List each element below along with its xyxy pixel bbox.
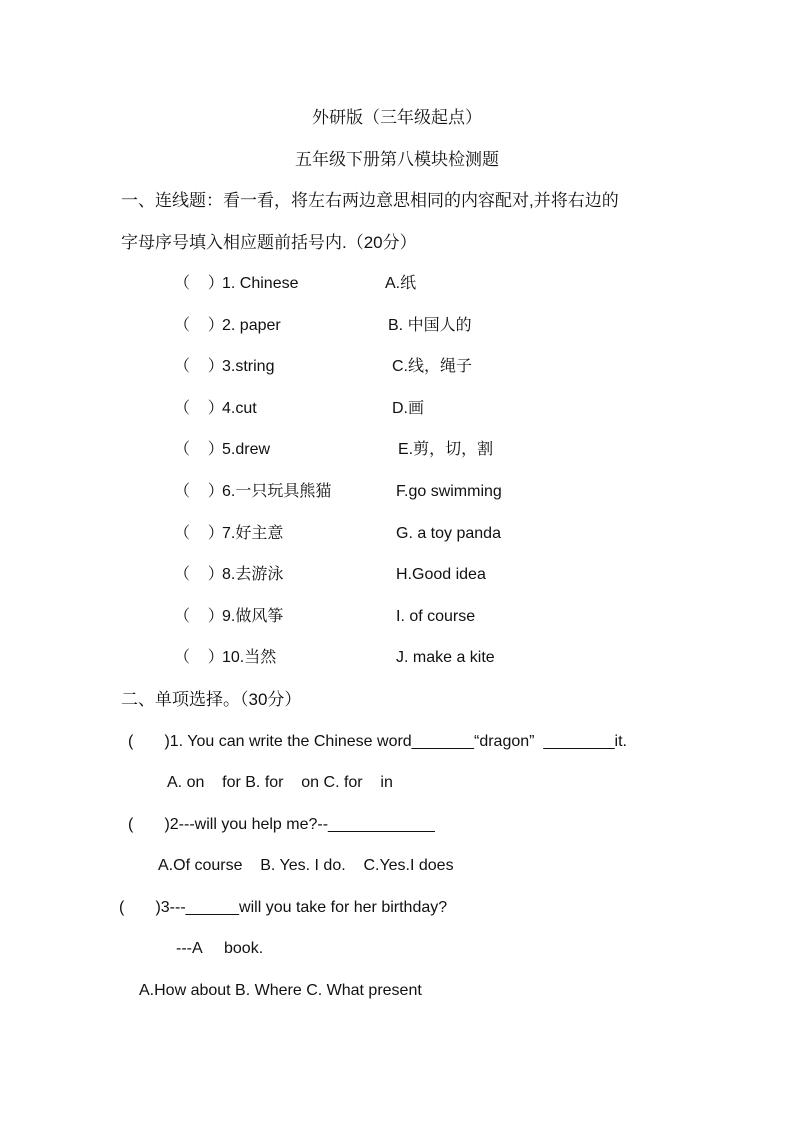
answer-paren: （ ） — [174, 400, 224, 417]
item-answer: J. make a kite — [396, 649, 495, 666]
question-1-options: A. on for B. for on C. for in — [167, 774, 393, 791]
item-word: 2. paper — [222, 317, 281, 334]
item-word: 9.做风筝 — [222, 608, 284, 625]
answer-paren: （ ） — [174, 483, 224, 500]
answer-paren: （ ） — [174, 275, 224, 292]
answer-paren: （ ） — [174, 358, 224, 375]
item-answer: D.画 — [392, 400, 425, 417]
item-answer: A.纸 — [385, 275, 417, 292]
question-1: ( )1. You can write the Chinese word_______“dragon” ________it. — [128, 733, 627, 750]
item-word: 6.一只玩具熊猫 — [222, 483, 332, 500]
item-word: 1. Chinese — [222, 275, 299, 292]
item-word: 8.去游泳 — [222, 566, 284, 583]
section2-heading: 二、单项选择。（30分） — [121, 690, 302, 709]
item-answer: B. 中国人的 — [388, 317, 472, 334]
question-3-options: A.How about B. Where C. What present — [139, 982, 422, 999]
title-line-2: 五年级下册第八模块检测题 — [295, 150, 499, 169]
item-answer: H.Good idea — [396, 566, 486, 583]
item-word: 10.当然 — [222, 649, 277, 666]
answer-paren: （ ） — [174, 608, 224, 625]
answer-paren: （ ） — [174, 649, 224, 666]
answer-paren: （ ） — [174, 441, 224, 458]
item-word: 3.string — [222, 358, 275, 375]
item-answer: I. of course — [396, 608, 476, 625]
item-answer: F.go swimming — [396, 483, 502, 500]
answer-paren: （ ） — [174, 566, 224, 583]
item-word: 7.好主意 — [222, 525, 284, 542]
item-answer: C.线，绳子 — [392, 358, 473, 375]
question-3-answer: ---A book. — [176, 940, 264, 957]
item-answer: G. a toy panda — [396, 525, 501, 542]
title-line-1: 外研版（三年级起点） — [312, 108, 482, 127]
section1-instruction-line1: 一、连线题：看一看，将左右两边意思相同的内容配对,并将右边的 — [121, 191, 619, 210]
question-2: ( )2---will you help me?--____________ — [128, 816, 435, 833]
answer-paren: （ ） — [174, 525, 224, 542]
question-3: ( )3---______will you take for her birthday? — [119, 899, 448, 916]
answer-paren: （ ） — [174, 317, 224, 334]
item-word: 4.cut — [222, 400, 257, 417]
item-word: 5.drew — [222, 441, 271, 458]
section1-instruction-line2: 字母序号填入相应题前括号内.（20分） — [121, 233, 417, 252]
item-answer: E.剪，切，割 — [398, 441, 494, 458]
question-2-options: A.Of course B. Yes. I do. C.Yes.I does — [158, 857, 454, 874]
